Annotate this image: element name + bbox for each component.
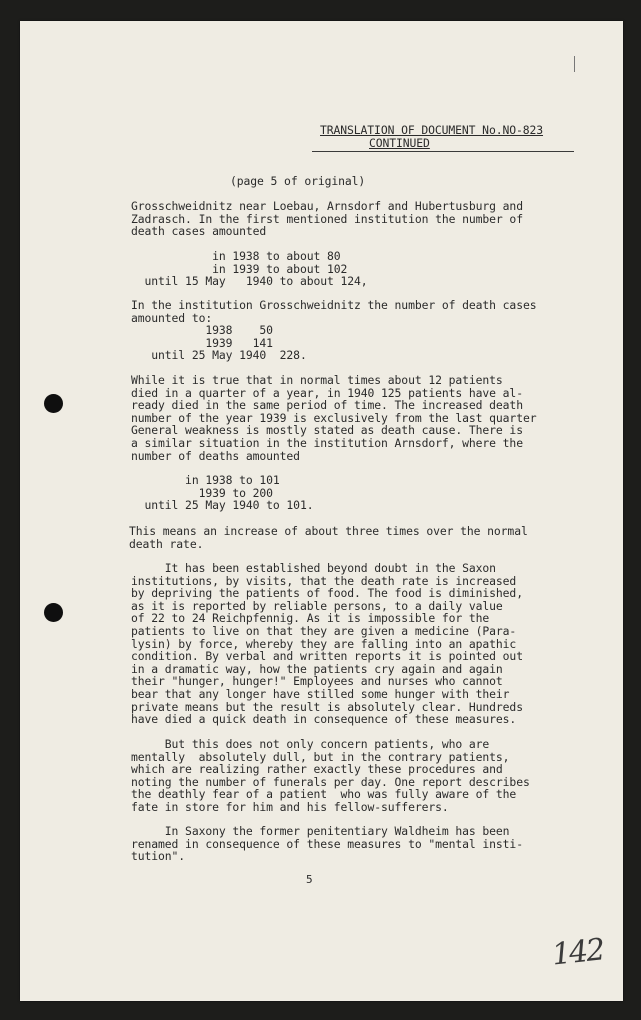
- page-number: 5: [306, 873, 313, 886]
- text-line: In the institution Grosschweidnitz the number of death cases: [131, 298, 537, 312]
- table-row: 1939 141: [131, 335, 273, 350]
- text-line: institutions, by visits, that the death rate is increased: [131, 573, 517, 588]
- text-line: amounted to:: [131, 310, 213, 325]
- punch-hole-lower: [44, 603, 63, 622]
- text-line: number of the year 1939 is exclusively from the last quarter: [131, 410, 537, 425]
- death-table-1: [131, 250, 368, 288]
- table-row: 1938 50: [131, 323, 273, 337]
- header-title: TRANSLATION OF DOCUMENT No.NO-823: [320, 123, 544, 137]
- paragraph-3: [131, 374, 536, 462]
- paragraph-6: [131, 738, 530, 814]
- text-line: death cases amounted: [131, 224, 267, 239]
- death-table-2: [131, 324, 307, 362]
- table-row: until 15 May 1940 to about 124,: [131, 274, 368, 289]
- text-line: lysin) by force, whereby they are falling into an apathic: [131, 636, 517, 651]
- text-line: which are realizing rather exactly these procedures and: [131, 762, 503, 777]
- text-line: While it is true that in normal times about 12 patients: [131, 373, 503, 387]
- table-row: in 1939 to about 102: [131, 261, 348, 276]
- text-line: in a dramatic way, how the patients cry again and again: [131, 661, 503, 676]
- text-line: Grosschweidnitz near Loebau, Arnsdorf and Hubertusburg and: [131, 199, 523, 213]
- page-of-original: (page 5 of original): [230, 174, 366, 188]
- text-line: have died a quick death in consequence of these measures.: [131, 712, 517, 727]
- paragraph-4: [129, 525, 528, 550]
- text-line: by depriving the patients of food. The food is diminished,: [131, 586, 523, 601]
- text-line: died in a quarter of a year, in 1940 125 patients have al-: [131, 385, 523, 400]
- text-line: noting the number of funerals per day. One report describes: [131, 774, 530, 789]
- text-line: death rate.: [129, 536, 204, 551]
- text-line: ready died in the same period of time. The increased death: [131, 398, 523, 413]
- death-table-3: [131, 474, 313, 512]
- margin-mark: [574, 56, 575, 72]
- text-line: fate in store for him and his fellow-sufferers.: [131, 799, 449, 814]
- table-row: in 1938 to about 80: [131, 249, 341, 263]
- text-line: of 22 to 24 Reichpfennig. As it is impossible for the: [131, 611, 490, 626]
- handwritten-page-number: 142: [550, 932, 605, 973]
- punch-hole-upper: [44, 394, 63, 413]
- table-row: in 1938 to 101: [131, 473, 280, 487]
- text-line: bear that any longer have stilled some hunger with their: [131, 686, 510, 701]
- text-line: In Saxony the former penitentiary Waldheim has been: [131, 824, 510, 838]
- text-line: patients to live on that they are given a medicine (Para-: [131, 623, 517, 638]
- text-line: as it is reported by reliable persons, to a daily value: [131, 598, 503, 613]
- text-line: But this does not only concern patients, who are: [131, 737, 490, 751]
- header-rule: [312, 151, 574, 152]
- table-row: 1939 to 200: [131, 485, 273, 500]
- text-line: This means an increase of about three times over the normal: [129, 524, 528, 538]
- text-line: their "hunger, hunger!" Employees and nurses who cannot: [131, 674, 503, 689]
- paragraph-5: [131, 562, 523, 726]
- paragraph-1: [131, 200, 523, 238]
- text-line: the deathly fear of a patient who was fully aware of the: [131, 787, 517, 802]
- text-line: a similar situation in the institution Arnsdorf, where the: [131, 435, 523, 450]
- text-line: private means but the result is absolutely clear. Hundreds: [131, 699, 523, 714]
- text-line: renamed in consequence of these measures to "mental insti-: [131, 836, 523, 851]
- text-line: General weakness is mostly stated as death cause. There is: [131, 423, 523, 438]
- paragraph-7: [131, 825, 523, 863]
- table-row: until 25 May 1940 228.: [131, 348, 307, 363]
- text-line: tution".: [131, 849, 186, 864]
- text-line: mentally absolutely dull, but in the contrary patients,: [131, 749, 510, 764]
- paragraph-2: [131, 299, 536, 324]
- text-line: condition. By verbal and written reports it is pointed out: [131, 649, 523, 664]
- header-continued: CONTINUED: [369, 136, 430, 150]
- text-line: It has been established beyond doubt in the Saxon: [131, 561, 496, 575]
- text-line: number of deaths amounted: [131, 448, 300, 463]
- text-line: Zadrasch. In the first mentioned institution the number of: [131, 211, 523, 226]
- table-row: until 25 May 1940 to 101.: [131, 498, 314, 513]
